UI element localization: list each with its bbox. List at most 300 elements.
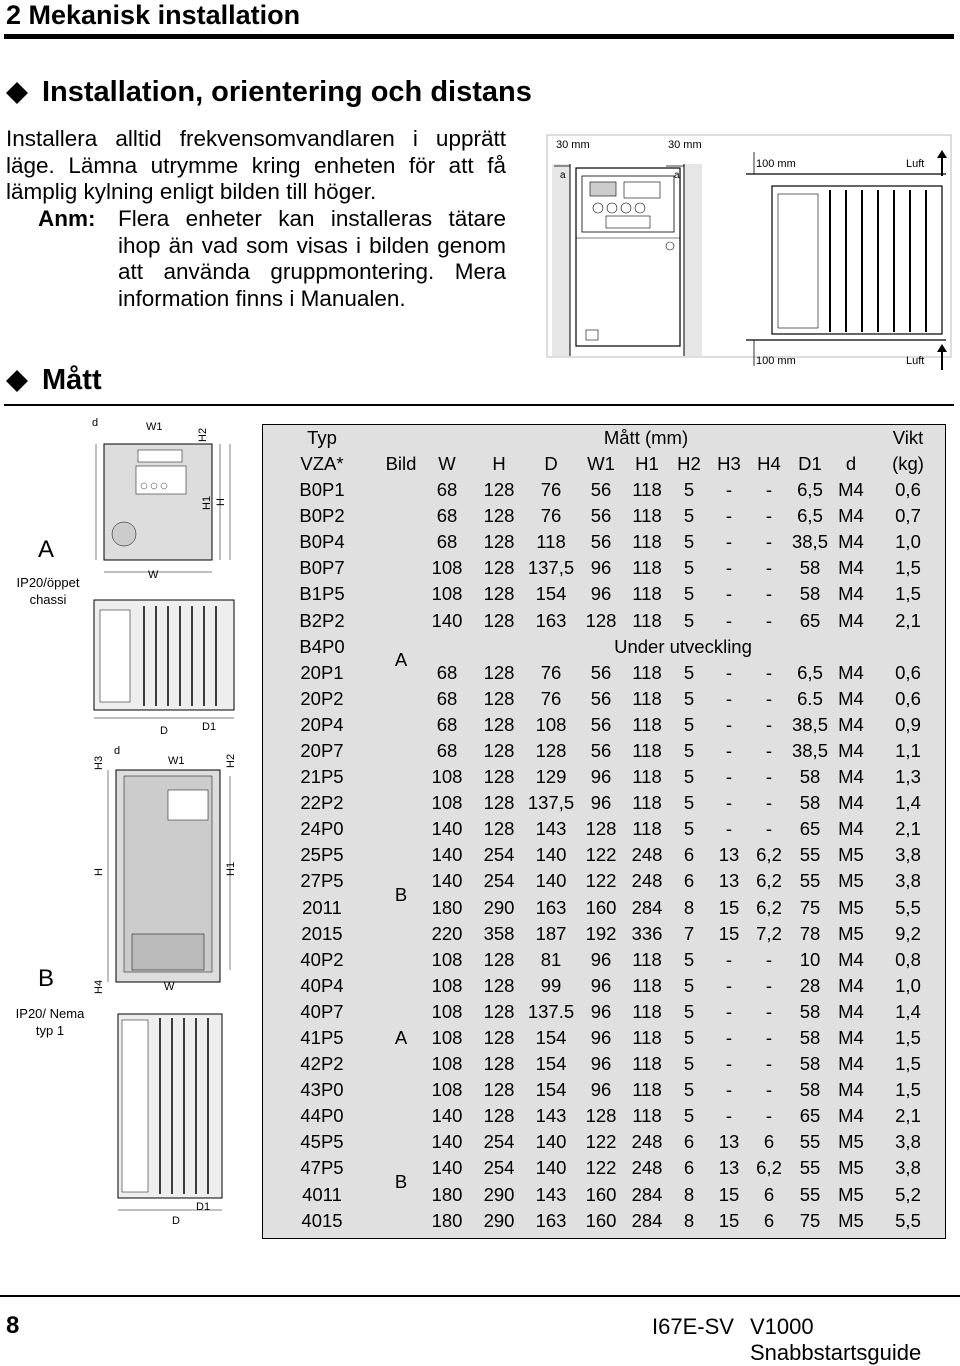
value-cell: - <box>725 948 733 970</box>
value-cell: 13 <box>718 844 740 866</box>
clearance-figure <box>546 134 952 380</box>
value-cell: 1,1 <box>895 739 921 761</box>
dim-w-label: W <box>148 569 159 581</box>
value-cell: 163 <box>535 609 567 631</box>
value-cell: 290 <box>483 1209 515 1231</box>
header-cell: D <box>544 453 558 474</box>
value-cell: 6,2 <box>756 844 782 866</box>
value-cell: 68 <box>436 713 458 735</box>
table-row <box>263 973 945 999</box>
table-row <box>263 947 945 973</box>
value-cell: 96 <box>590 974 612 996</box>
value-cell: - <box>765 1000 773 1022</box>
bottom-gap-label: 100 mm <box>756 355 796 367</box>
value-cell: 122 <box>585 1131 617 1153</box>
value-cell: 108 <box>431 974 463 996</box>
value-cell: M4 <box>838 557 864 579</box>
value-cell: 15 <box>718 896 740 918</box>
value-cell: 10 <box>799 948 821 970</box>
typ-cell: 20P2 <box>300 687 344 709</box>
value-cell: - <box>765 948 773 970</box>
table-row <box>263 764 945 790</box>
value-cell: 358 <box>483 922 515 944</box>
typ-cell: 22P2 <box>300 792 344 814</box>
header-weight: Vikt <box>892 427 924 448</box>
value-cell: M4 <box>838 1000 864 1022</box>
value-cell: 2,1 <box>895 818 921 840</box>
value-cell: 128 <box>483 1027 515 1049</box>
value-cell: 254 <box>483 1131 515 1153</box>
typ-cell: 20P4 <box>300 713 344 735</box>
value-cell: - <box>725 766 733 788</box>
value-cell: - <box>765 583 773 605</box>
value-cell: M4 <box>838 818 864 840</box>
value-cell: 118 <box>632 1000 662 1022</box>
value-cell: 248 <box>631 1157 663 1179</box>
value-cell: 254 <box>483 870 515 892</box>
value-cell: 55 <box>799 1131 821 1153</box>
value-cell: 65 <box>799 818 821 840</box>
value-cell: 1,4 <box>895 792 921 814</box>
value-cell: M4 <box>838 1105 864 1127</box>
value-cell: 96 <box>590 792 612 814</box>
value-cell: 99 <box>540 974 562 996</box>
dim-w-label: W <box>164 981 175 993</box>
footer-rule <box>0 1295 960 1297</box>
section-title: Mått <box>42 364 102 396</box>
value-cell: 160 <box>585 1209 617 1231</box>
table-row <box>263 895 945 921</box>
value-cell: 118 <box>632 661 662 683</box>
dim-d1-label: D1 <box>202 721 217 733</box>
value-cell: 128 <box>483 687 515 709</box>
typ-cell: 27P5 <box>300 870 344 892</box>
value-cell: 5 <box>683 1053 695 1075</box>
intro-paragraph: Installera alltid frekvensomvandlaren i upprätt läge. Lämna utrymme kring enheten för att få lämplig kylning enligt bilden till höger. <box>6 126 506 204</box>
table-row <box>263 503 945 529</box>
value-cell: 68 <box>436 687 458 709</box>
value-cell: 140 <box>431 1105 463 1127</box>
value-cell: 137.5 <box>527 1000 575 1022</box>
value-cell: 1,5 <box>895 583 921 605</box>
value-cell: M5 <box>838 1209 864 1231</box>
value-cell: 5 <box>683 739 695 761</box>
value-cell: 290 <box>483 896 515 918</box>
value-cell: M5 <box>838 896 864 918</box>
value-cell: 5 <box>683 1027 695 1049</box>
value-cell: 2,1 <box>895 1105 921 1127</box>
header-cell: H4 <box>757 453 781 474</box>
value-cell: M4 <box>838 948 864 970</box>
header-cell: W <box>438 453 456 474</box>
value-cell: 108 <box>431 1053 463 1075</box>
value-cell: M4 <box>838 583 864 605</box>
value-cell: 248 <box>631 844 663 866</box>
value-cell: 118 <box>632 557 662 579</box>
value-cell: 58 <box>799 1000 821 1022</box>
value-cell: 180 <box>431 896 463 918</box>
value-cell: 140 <box>431 609 463 631</box>
right-gap-label: 30 mm <box>668 139 702 151</box>
value-cell: 140 <box>535 870 567 892</box>
value-cell: 118 <box>632 1079 662 1101</box>
note-label: Anm: <box>38 206 96 231</box>
table-row <box>263 555 945 581</box>
value-cell: 137,5 <box>527 792 575 814</box>
value-cell: 76 <box>540 687 562 709</box>
table-row <box>263 1182 945 1208</box>
value-cell: 154 <box>535 1079 567 1101</box>
value-cell: 6 <box>763 1131 775 1153</box>
value-cell: 6 <box>683 1131 695 1153</box>
value-cell: - <box>725 531 733 553</box>
header-cell: D1 <box>798 453 822 474</box>
typ-cell: B4P0 <box>299 635 345 657</box>
figure-b-side-view <box>118 1014 222 1210</box>
value-cell: 1,5 <box>895 557 921 579</box>
value-cell: 5 <box>683 974 695 996</box>
value-cell: M5 <box>838 922 864 944</box>
section-heading-dimensions <box>6 364 102 397</box>
value-cell: - <box>725 713 733 735</box>
value-cell: 137,5 <box>527 557 575 579</box>
value-cell: - <box>765 766 773 788</box>
value-cell: 163 <box>535 1209 567 1231</box>
value-cell: 5 <box>683 531 695 553</box>
value-cell: 1,0 <box>895 531 921 553</box>
value-cell: 284 <box>631 1183 663 1205</box>
figure-a-caption: IP20/öppet chassi <box>16 575 80 607</box>
value-cell: 154 <box>535 583 567 605</box>
value-cell: - <box>765 1105 773 1127</box>
value-cell: 128 <box>483 766 515 788</box>
value-cell: - <box>765 1053 773 1075</box>
table-row <box>263 1129 945 1155</box>
typ-cell: 4015 <box>301 1209 343 1231</box>
value-cell: 76 <box>540 661 562 683</box>
table-row <box>263 1025 945 1051</box>
table-row <box>263 634 945 660</box>
typ-cell: B0P1 <box>299 479 345 501</box>
table-row <box>263 477 945 503</box>
value-cell: - <box>765 479 773 501</box>
value-cell: M4 <box>838 713 864 735</box>
value-cell: 128 <box>535 739 567 761</box>
dim-d1-label: D1 <box>196 1201 211 1213</box>
value-cell: 58 <box>799 557 821 579</box>
value-cell: 192 <box>585 922 617 944</box>
header-cell: H2 <box>677 453 701 474</box>
value-cell: 3,8 <box>895 844 921 866</box>
value-cell: 96 <box>590 1027 612 1049</box>
section-heading-installation <box>6 76 532 109</box>
value-cell: 0,8 <box>895 948 921 970</box>
bild-cell: A <box>394 648 408 670</box>
value-cell: 122 <box>585 844 617 866</box>
value-cell: 2,1 <box>895 609 921 631</box>
value-cell: 5 <box>683 818 695 840</box>
value-cell: 118 <box>632 479 662 501</box>
value-cell: 118 <box>632 948 662 970</box>
value-cell: 143 <box>535 818 567 840</box>
value-cell: 3,8 <box>895 1157 921 1179</box>
value-cell: 108 <box>535 713 567 735</box>
figure-a-side-view <box>94 600 234 718</box>
value-cell: 5,2 <box>895 1183 921 1205</box>
value-cell: 6 <box>683 870 695 892</box>
value-cell: 128 <box>483 609 515 631</box>
value-cell: 3,8 <box>895 870 921 892</box>
typ-cell: 41P5 <box>300 1027 344 1049</box>
typ-cell: 44P0 <box>300 1105 344 1127</box>
typ-cell: B0P2 <box>299 505 345 527</box>
dimension-table <box>262 424 946 1239</box>
typ-cell: B1P5 <box>299 583 345 605</box>
typ-cell: 43P0 <box>300 1079 344 1101</box>
table-row <box>263 581 945 607</box>
value-cell: M4 <box>838 974 864 996</box>
typ-cell: 24P0 <box>300 818 344 840</box>
figure-a-label: A <box>38 536 55 563</box>
value-cell: 96 <box>590 557 612 579</box>
value-cell: M5 <box>838 870 864 892</box>
typ-cell: 2011 <box>302 896 342 918</box>
value-cell: - <box>725 505 733 527</box>
value-cell: 154 <box>535 1053 567 1075</box>
value-cell: 160 <box>585 896 617 918</box>
value-cell: 56 <box>590 479 612 501</box>
dim-h1-label: H1 <box>201 495 213 510</box>
value-cell: 38,5 <box>791 713 828 735</box>
table-row <box>263 1077 945 1103</box>
typ-cell: 20P7 <box>300 739 344 761</box>
header-cell: W1 <box>587 453 615 474</box>
value-cell: 118 <box>536 531 566 553</box>
value-cell: 8 <box>683 1183 695 1205</box>
value-cell: - <box>765 974 773 996</box>
value-cell: 6 <box>763 1209 775 1231</box>
table-row <box>263 1208 945 1234</box>
air-label-top: Luft <box>906 158 925 170</box>
value-cell: 96 <box>590 766 612 788</box>
dim-depth-label: D <box>160 725 168 737</box>
value-cell: 75 <box>799 1209 821 1231</box>
value-cell: M4 <box>838 792 864 814</box>
value-cell: 118 <box>632 505 662 527</box>
value-cell: 58 <box>799 1027 821 1049</box>
header-cell: H1 <box>635 453 659 474</box>
value-cell: 122 <box>585 1157 617 1179</box>
value-cell: 0,6 <box>895 661 921 683</box>
value-cell: 5 <box>683 609 695 631</box>
page-number: 8 <box>6 1312 20 1339</box>
chapter-rule <box>4 34 954 39</box>
value-cell: 108 <box>431 1027 463 1049</box>
table-row <box>263 790 945 816</box>
value-cell: - <box>765 739 773 761</box>
value-cell: M4 <box>838 1027 864 1049</box>
value-cell: 5 <box>683 1000 695 1022</box>
value-cell: 58 <box>799 792 821 814</box>
value-cell: 128 <box>483 531 515 553</box>
value-cell: 143 <box>535 1105 567 1127</box>
value-cell: - <box>725 792 733 814</box>
value-cell: 5 <box>683 948 695 970</box>
value-cell: - <box>725 974 733 996</box>
figure-b-caption: IP20/ Nema typ 1 <box>15 1006 85 1038</box>
value-cell: 5 <box>683 505 695 527</box>
value-cell: 118 <box>632 792 662 814</box>
section-title: Installation, orientering och distans <box>42 76 532 108</box>
value-cell: M4 <box>838 766 864 788</box>
left-gap-marker: a <box>560 170 566 181</box>
header-typ: Typ <box>307 427 337 448</box>
value-cell: 55 <box>799 1183 821 1205</box>
value-cell: 65 <box>799 1105 821 1127</box>
value-cell: 68 <box>436 505 458 527</box>
value-cell: 8 <box>683 1209 695 1231</box>
value-cell: 6,5 <box>797 661 823 683</box>
value-cell: 163 <box>535 896 567 918</box>
value-cell: 108 <box>431 557 463 579</box>
bild-cell: A <box>394 1027 408 1049</box>
value-cell: 6 <box>763 1183 775 1205</box>
value-cell: M4 <box>838 1079 864 1101</box>
value-cell: M4 <box>838 609 864 631</box>
value-cell: 128 <box>483 479 515 501</box>
value-cell: 248 <box>631 870 663 892</box>
value-cell: 140 <box>535 1157 567 1179</box>
value-cell: 5 <box>683 583 695 605</box>
typ-cell: 2015 <box>301 922 343 944</box>
table-row <box>263 1155 945 1181</box>
typ-cell: 47P5 <box>300 1157 344 1179</box>
table-row <box>263 607 945 633</box>
value-cell: - <box>765 687 773 709</box>
dim-h2-label: H2 <box>225 753 237 768</box>
value-cell: 154 <box>535 1027 567 1049</box>
top-gap-label: 100 mm <box>756 158 796 170</box>
value-cell: 96 <box>590 1000 612 1022</box>
value-cell: 118 <box>632 713 662 735</box>
value-cell: 13 <box>718 1157 740 1179</box>
typ-cell: 40P4 <box>300 974 344 996</box>
value-cell: 128 <box>483 1105 515 1127</box>
typ-cell: 25P5 <box>300 844 344 866</box>
value-cell: - <box>765 1027 773 1049</box>
header-cell: (kg) <box>892 453 924 474</box>
value-cell: 140 <box>431 870 463 892</box>
header-cell: VZA* <box>300 453 344 474</box>
value-cell: 140 <box>431 1157 463 1179</box>
value-cell: - <box>725 818 733 840</box>
value-cell: 118 <box>632 583 662 605</box>
value-cell: 55 <box>799 1157 821 1179</box>
table-row <box>263 868 945 894</box>
dim-h-label: H <box>215 498 227 506</box>
value-cell: 128 <box>483 1053 515 1075</box>
value-cell: 6,2 <box>756 870 782 892</box>
typ-cell: 40P7 <box>300 1000 344 1022</box>
value-cell: 1,5 <box>895 1079 921 1101</box>
typ-cell: B0P4 <box>299 531 345 553</box>
value-cell: 3,8 <box>895 1131 921 1153</box>
value-cell: 118 <box>632 818 662 840</box>
value-cell: 108 <box>431 1079 463 1101</box>
value-cell: 1,5 <box>895 1027 921 1049</box>
typ-cell: 20P1 <box>300 661 344 683</box>
value-cell: 290 <box>483 1183 515 1205</box>
value-cell: - <box>725 687 733 709</box>
value-cell: 140 <box>431 844 463 866</box>
value-cell: 5 <box>683 687 695 709</box>
dimension-table-grid <box>263 425 945 1234</box>
value-cell: 118 <box>632 766 662 788</box>
value-cell: M4 <box>838 479 864 501</box>
value-cell: 118 <box>632 1105 662 1127</box>
value-cell: 108 <box>431 792 463 814</box>
left-gap-label: 30 mm <box>556 139 590 151</box>
value-cell: 122 <box>585 870 617 892</box>
bild-cell: B <box>394 1170 408 1192</box>
typ-cell: 42P2 <box>300 1053 344 1075</box>
value-cell: 128 <box>483 583 515 605</box>
value-cell: 13 <box>718 870 740 892</box>
typ-cell: 45P5 <box>300 1131 344 1153</box>
value-cell: 118 <box>632 687 662 709</box>
value-cell: 15 <box>718 1183 740 1205</box>
value-cell: 56 <box>590 531 612 553</box>
value-cell: 129 <box>535 766 567 788</box>
value-cell: 128 <box>483 505 515 527</box>
dim-h2-label: H2 <box>197 427 209 442</box>
value-cell: M4 <box>838 1053 864 1075</box>
value-cell: - <box>765 609 773 631</box>
value-cell: 128 <box>585 609 617 631</box>
value-cell: 5 <box>683 766 695 788</box>
dimension-drawings <box>84 414 244 1234</box>
typ-cell: B0P7 <box>299 557 345 579</box>
value-cell: 9,2 <box>895 922 921 944</box>
value-cell: 284 <box>631 1209 663 1231</box>
value-cell: 6,5 <box>797 505 823 527</box>
header-cell: H <box>492 453 506 474</box>
value-cell: 0,7 <box>895 505 921 527</box>
value-cell: 128 <box>483 792 515 814</box>
value-cell: 108 <box>431 766 463 788</box>
value-cell: 254 <box>483 1157 515 1179</box>
dim-depth-label: D <box>172 1215 180 1227</box>
typ-cell: 4011 <box>302 1183 342 1205</box>
value-cell: 5 <box>683 661 695 683</box>
value-cell: 254 <box>483 844 515 866</box>
value-cell: 56 <box>590 739 612 761</box>
value-cell: 96 <box>590 1079 612 1101</box>
value-cell: 28 <box>799 974 821 996</box>
value-cell: - <box>725 1079 733 1101</box>
dim-h-label: H <box>93 868 105 876</box>
value-cell: 5 <box>683 792 695 814</box>
value-cell: 5 <box>683 713 695 735</box>
value-cell: 65 <box>799 609 821 631</box>
typ-cell: B2P2 <box>299 609 345 631</box>
value-cell: 1,4 <box>895 1000 921 1022</box>
value-cell: 180 <box>431 1183 463 1205</box>
under-development-cell: Under utveckling <box>614 635 752 657</box>
dim-h4-label: H4 <box>93 979 105 994</box>
value-cell: 118 <box>632 1027 662 1049</box>
value-cell: - <box>725 609 733 631</box>
